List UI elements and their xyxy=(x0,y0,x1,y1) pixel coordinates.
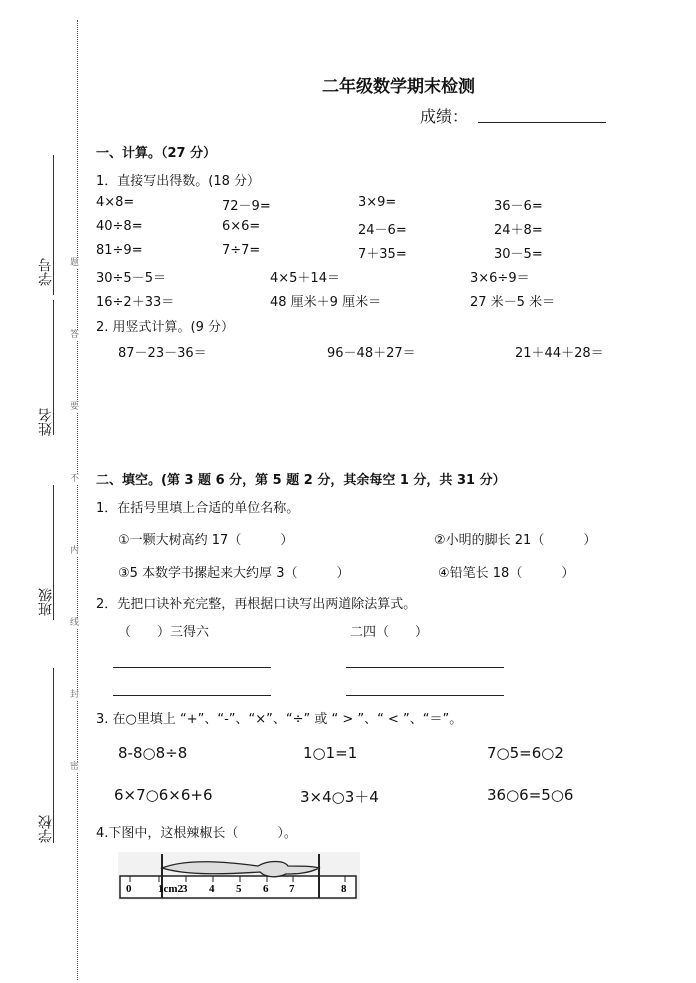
q2-title: 2. 用竖式计算。(9 分） xyxy=(96,320,235,335)
class-label: 班级 xyxy=(38,588,54,616)
fill-q4-title: 4.下图中，这根辣椒长（ ）。 xyxy=(96,826,297,841)
vertical-calc-item: 21＋44＋28＝ xyxy=(515,346,604,361)
seal-char: 密 xyxy=(70,762,80,772)
calc-item: 3×9= xyxy=(358,195,397,210)
ruler-label: 0 xyxy=(126,883,132,895)
calc-item: 4×8= xyxy=(96,195,135,210)
compare-item: 3×4○3＋4 xyxy=(300,788,379,806)
fill-q3-title: 3. 在○里填上 “+”、“-”、“×”、“÷” 或 “ > ”、“ < ”、“＝”。 xyxy=(96,712,463,727)
school-label: 学校 xyxy=(38,815,54,843)
calc-item: 81÷9= xyxy=(96,243,143,258)
calc-item: 48 厘米＋9 厘米＝ xyxy=(270,295,382,310)
calc-item: 24＋8= xyxy=(494,223,543,238)
answer-line[interactable] xyxy=(113,667,271,668)
calc-item: 72－9= xyxy=(222,199,271,214)
ruler-label: 5 xyxy=(236,883,242,895)
answer-line[interactable] xyxy=(113,695,271,696)
seal-char: 线 xyxy=(70,618,80,628)
calc-item: 30－5= xyxy=(494,247,543,262)
calc-item: 4×5＋14＝ xyxy=(270,271,340,286)
unit-item: ③5 本数学书摞起来大约厚 3（ ） xyxy=(118,566,350,581)
calc-item: 36－6= xyxy=(494,199,543,214)
q1-title: 1．直接写出得数。(18 分） xyxy=(96,174,261,189)
section1-heading: 一、计算。（27 分） xyxy=(96,146,217,161)
student-id-label: 学号 xyxy=(38,258,54,286)
vertical-calc-item: 87－23－36＝ xyxy=(118,346,207,361)
calc-item: 3×6÷9＝ xyxy=(470,271,530,286)
compare-item: 8-8○8÷8 xyxy=(118,744,188,762)
calc-item: 40÷8= xyxy=(96,219,143,234)
compare-item: 6×7○6×6+6 xyxy=(114,786,213,804)
fill-q1-title: 1．在括号里填上合适的单位名称。 xyxy=(96,501,300,516)
school-line xyxy=(53,668,54,843)
seal-char: 答 xyxy=(70,330,80,340)
calc-item: 27 米－5 米＝ xyxy=(470,295,556,310)
answer-line[interactable] xyxy=(346,667,504,668)
section2-heading: 二、填空。(第 3 题 6 分，第 5 题 2 分，其余每空 1 分，共 31 分） xyxy=(96,473,506,488)
calc-item: 24－6= xyxy=(358,223,407,238)
ruler-label: 8 xyxy=(341,883,347,895)
mnemonic-item: （ ）三得六 xyxy=(118,625,210,640)
vertical-calc-item: 96－48＋27＝ xyxy=(327,346,416,361)
class-line xyxy=(53,485,54,620)
score-field[interactable] xyxy=(478,122,606,123)
calc-item: 30÷5－5＝ xyxy=(96,271,166,286)
ruler-label: 7 xyxy=(289,883,295,895)
ruler-label: 4 xyxy=(209,883,215,895)
seal-char: 内 xyxy=(70,546,80,556)
ruler-label: 1cm2 xyxy=(158,883,184,895)
score-label: 成绩： xyxy=(420,107,469,126)
mnemonic-item: 二四（ ） xyxy=(350,625,429,640)
binding-dotted-line xyxy=(77,20,78,980)
calc-item: 7÷7= xyxy=(222,243,261,258)
seal-char: 封 xyxy=(70,690,80,700)
unit-item: ①一颗大树高约 17（ ） xyxy=(118,533,294,548)
seal-char: 要 xyxy=(70,402,80,412)
page-title: 二年级数学期末检测 xyxy=(322,77,475,97)
student-id-line xyxy=(53,155,54,295)
unit-item: ④铅笔长 18（ ） xyxy=(438,566,575,581)
name-line xyxy=(53,300,54,435)
ruler-label: 3 xyxy=(182,883,188,895)
compare-item: 7○5=6○2 xyxy=(487,744,564,762)
unit-item: ②小明的脚长 21（ ） xyxy=(434,533,597,548)
calc-item: 16÷2＋33＝ xyxy=(96,295,175,310)
name-label: 姓名 xyxy=(38,408,54,436)
answer-line[interactable] xyxy=(346,695,504,696)
calc-item: 6×6= xyxy=(222,219,261,234)
fill-q2-title: 2．先把口诀补充完整，再根据口诀写出两道除法算式。 xyxy=(96,597,417,612)
calc-item: 7＋35= xyxy=(358,247,407,262)
seal-char: 题 xyxy=(70,258,80,268)
compare-item: 36○6=5○6 xyxy=(487,786,574,804)
ruler-label: 6 xyxy=(263,883,269,895)
seal-char: 不 xyxy=(70,474,80,484)
ruler-figure xyxy=(118,852,360,900)
compare-item: 1○1=1 xyxy=(303,744,358,762)
